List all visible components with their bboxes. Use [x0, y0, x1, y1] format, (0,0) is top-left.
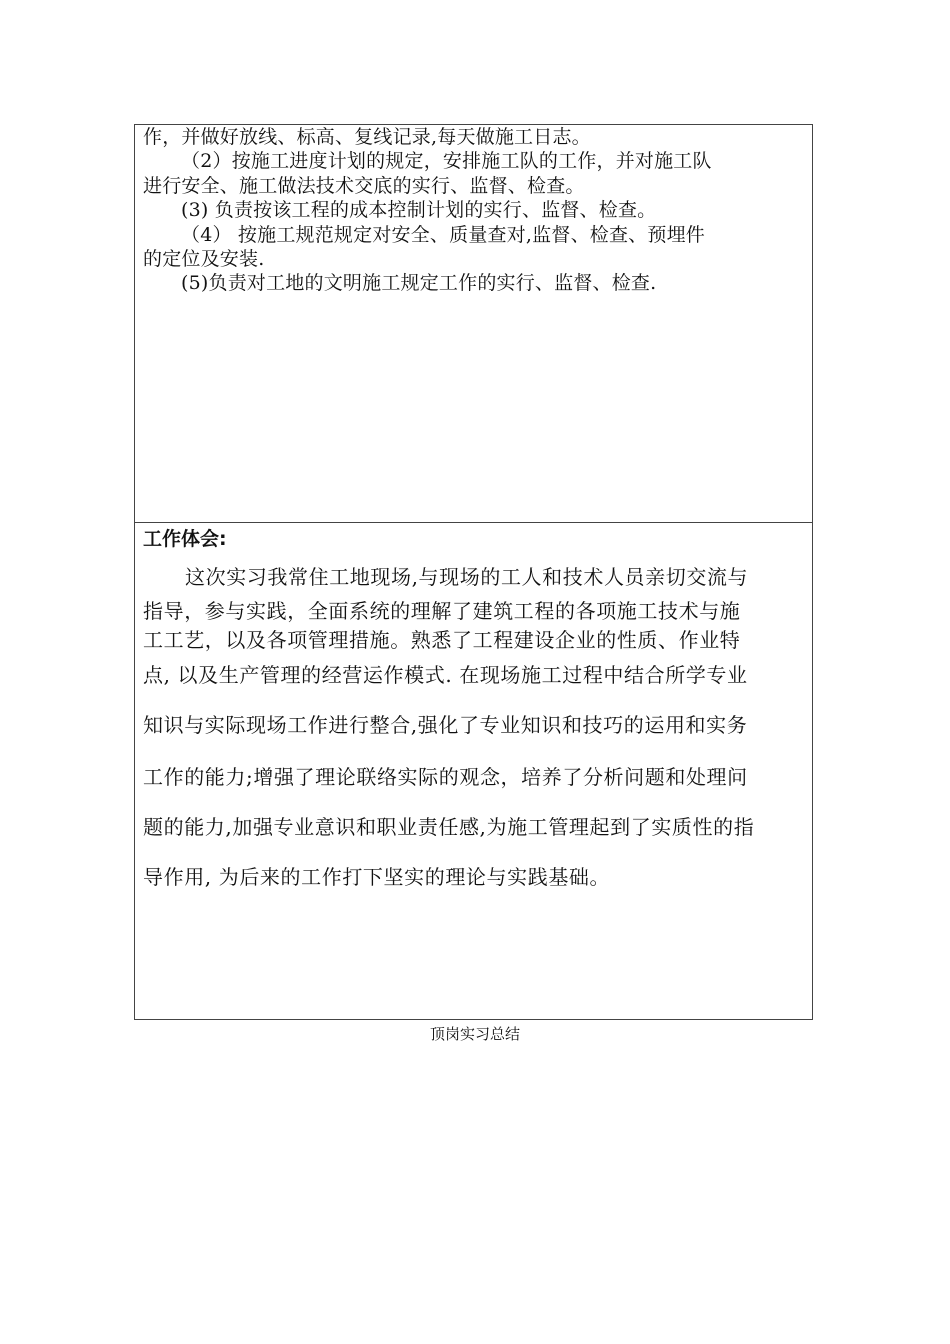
experience-line: 指导，参与实践，全面系统的理解了建筑工程的各项施工技术与施	[143, 599, 741, 623]
duties-line: (5)负责对工地的文明施工规定工作的实行、监督、检查.	[181, 272, 657, 295]
experience-heading: 工作体会:	[143, 528, 227, 550]
duties-line: 的定位及安装.	[143, 248, 265, 271]
experience-line: 导作用, 为后来的工作打下坚实的理论与实践基础。	[143, 865, 611, 889]
duties-cell	[135, 125, 812, 523]
duties-line: （4） 按施工规范规定对安全、质量查对,监督、检查、预埋件	[181, 223, 705, 246]
report-table	[134, 124, 813, 1020]
duties-line: （2）按施工进度计划的规定，安排施工队的工作，并对施工队	[181, 150, 712, 173]
experience-line: 这次实习我常住工地现场,与现场的工人和技术人员亲切交流与	[185, 565, 749, 589]
experience-line: 点, 以及生产管理的经营运作模式. 在现场施工过程中结合所学专业	[143, 663, 748, 687]
experience-line: 工工艺，以及各项管理措施。熟悉了工程建设企业的性质、作业特	[143, 628, 741, 652]
experience-cell	[135, 523, 812, 1020]
duties-line: 进行安全、施工做法技术交底的实行、监督、检查。	[143, 174, 585, 197]
experience-line: 工作的能力;增强了理论联络实际的观念，培养了分析问题和处理问	[143, 765, 748, 789]
page-footer: 顶岗实习总结	[429, 1025, 520, 1043]
experience-line: 题的能力,加强专业意识和职业责任感,为施工管理起到了实质性的指	[143, 815, 755, 839]
duties-line: 作，并做好放线、标高、复线记录,每天做施工日志。	[143, 126, 591, 148]
duties-line: (3) 负责按该工程的成本控制计划的实行、监督、检查。	[181, 199, 657, 222]
experience-line: 知识与实际现场工作进行整合,强化了专业知识和技巧的运用和实务	[143, 713, 748, 737]
